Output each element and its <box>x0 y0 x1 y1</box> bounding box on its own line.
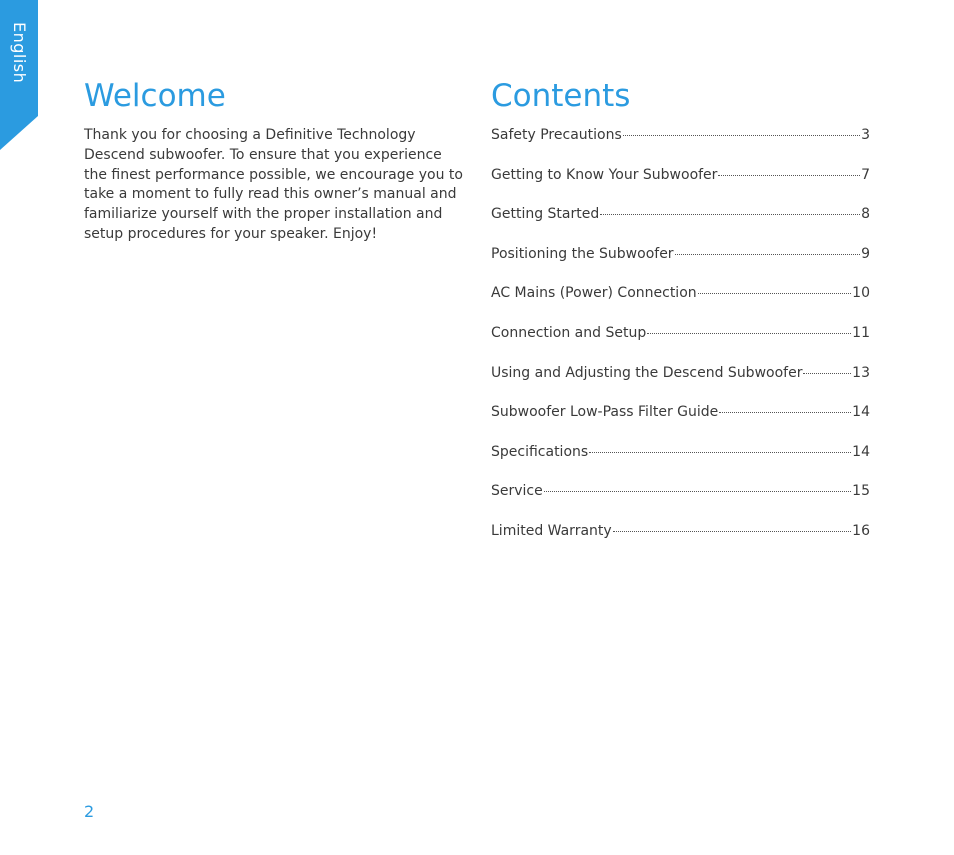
toc-item-connection-setup[interactable] <box>491 324 870 364</box>
toc-item-page: 15 <box>852 483 870 500</box>
toc-item-page: 10 <box>852 285 870 302</box>
toc-leader-dots <box>719 412 851 413</box>
language-tab[interactable] <box>0 0 38 150</box>
toc-item-using-adjusting[interactable] <box>491 364 870 404</box>
toc-item-page: 8 <box>861 206 870 223</box>
toc-leader-dots <box>803 373 851 374</box>
toc-item-title: Safety Precautions <box>491 127 622 143</box>
page-number: 2 <box>84 802 95 821</box>
toc-leader-dots <box>675 254 861 255</box>
toc-item-ac-mains[interactable] <box>491 284 870 324</box>
toc-item-safety-precautions[interactable] <box>491 126 870 166</box>
toc-item-title: Specifications <box>491 443 589 460</box>
toc-item-page: 7 <box>861 166 870 183</box>
toc-item-page: 11 <box>852 324 870 341</box>
contents-heading: Contents <box>491 78 631 114</box>
toc-leader-dots <box>544 491 851 492</box>
toc-leader-dots <box>718 175 860 176</box>
toc-item-title: Positioning the Subwoofer <box>491 245 674 262</box>
table-of-contents <box>491 126 870 562</box>
toc-leader-dots <box>589 452 851 453</box>
toc-item-service[interactable] <box>491 482 870 522</box>
toc-item-specifications[interactable] <box>491 443 870 483</box>
toc-item-title: Subwoofer Low-Pass Filter Guide <box>491 404 719 421</box>
toc-leader-dots <box>698 293 852 294</box>
welcome-heading: Welcome <box>84 78 226 114</box>
toc-leader-dots <box>600 214 860 215</box>
toc-item-low-pass-guide[interactable] <box>491 403 870 443</box>
toc-item-page: 13 <box>852 364 870 381</box>
toc-item-title: Connection and Setup <box>491 324 647 341</box>
toc-item-title: Service <box>491 483 543 500</box>
toc-leader-dots <box>623 135 860 136</box>
toc-item-page: 3 <box>861 127 870 143</box>
toc-item-page: 14 <box>852 443 870 460</box>
toc-item-title: Getting Started <box>491 206 600 223</box>
toc-item-page: 9 <box>861 245 870 262</box>
toc-item-page: 16 <box>852 522 870 539</box>
welcome-body: Thank you for choosing a Definitive Technology Descend subwoofer. To ensure that you experience the finest performance possible, we encourage you to take a moment to fully read this owner’s manual and familiarize yourself with the proper installation and setup procedures for your speaker. Enjoy! <box>84 127 463 242</box>
language-tab-label: English <box>10 22 29 84</box>
toc-leader-dots <box>647 333 851 334</box>
toc-leader-dots <box>613 531 851 532</box>
toc-item-page: 14 <box>852 404 870 421</box>
toc-item-title: Getting to Know Your Subwoofer <box>491 166 718 183</box>
toc-item-title: Limited Warranty <box>491 522 612 539</box>
toc-item-getting-to-know[interactable] <box>491 166 870 206</box>
toc-item-limited-warranty[interactable] <box>491 522 870 562</box>
toc-item-title: AC Mains (Power) Connection <box>491 285 697 302</box>
toc-item-positioning[interactable] <box>491 245 870 285</box>
toc-item-title: Using and Adjusting the Descend Subwoofer <box>491 364 803 381</box>
toc-item-getting-started[interactable] <box>491 205 870 245</box>
